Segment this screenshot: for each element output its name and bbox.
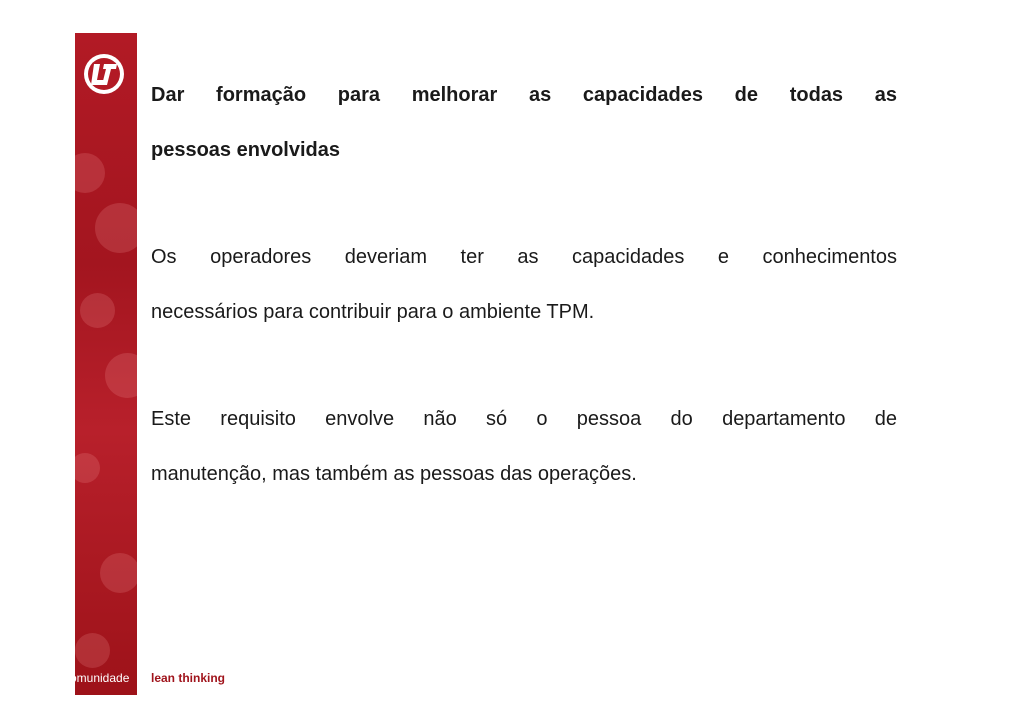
paragraph-1-line-2: necessários para contribuir para o ambiente TPM. [151, 301, 595, 323]
paragraph-requirement [151, 392, 897, 502]
footer-community-label: comunidade [64, 671, 130, 685]
paragraph-operators [151, 230, 897, 340]
company-logo-icon [82, 52, 126, 96]
heading-line-1: Dar formação para melhorar as capacidades de todas as [151, 84, 897, 106]
heading-line-2: pessoas envolvidas [151, 139, 340, 161]
paragraph-1-line-1: Os operadores deveriam ter as capacidades e conhecimentos [151, 246, 897, 268]
slide-content [151, 68, 897, 554]
slide-heading [151, 68, 897, 178]
red-sidebar [75, 33, 137, 695]
paragraph-2-line-2: manutenção, mas também as pessoas das operações. [151, 463, 637, 485]
footer-lean-thinking-label: lean thinking [151, 671, 226, 685]
paragraph-2-line-1: Este requisito envolve não só o pessoa do departamento de [151, 408, 897, 430]
